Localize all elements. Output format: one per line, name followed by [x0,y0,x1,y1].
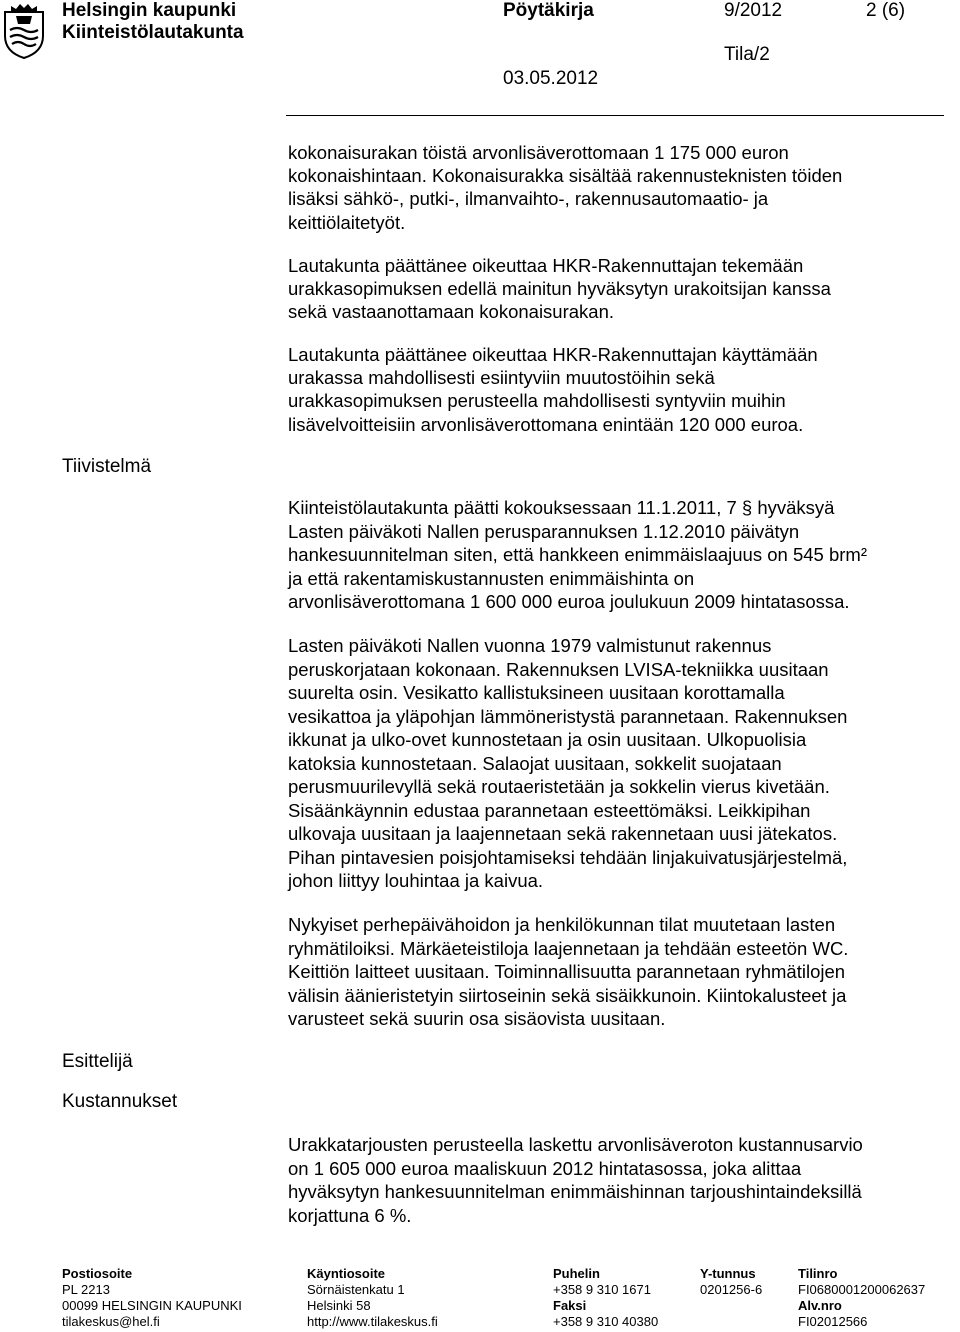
footer-visit-line: Sörnäistenkatu 1 [307,1282,405,1297]
paragraph-project-plan: Kiinteistölautakunta päätti kokouksessaan 11.1.2011, 7 § hyväksyä Lasten päiväkoti Nallen perusparannuksen 1.12.2010 päivätyn hankesuunnitelman siten, että hankkeen enimmäislaajuus on 545 brm² ja että rakentamiskustannusten enimmäishinta on arvonlisäverottomana 1 600 000 euroa joulukuun 2009 hintatasossa. [288,497,867,612]
footer-postal-line: 00099 HELSINGIN KAUPUNKI [62,1298,242,1313]
footer-alv-value: FI02012566 [798,1314,868,1329]
footer-email[interactable]: tilakeskus@hel.fi [62,1314,160,1329]
footer-visit-label: Käyntiosoite [307,1266,386,1281]
paragraph-contract-scope: kokonaisurakan töistä arvonlisäverottomaan 1 175 000 euron kokonaishintaan. Kokonaisurakka sisältää rakennusteknisten töiden lisäksi sähkö-, putki-, ilmanvaihto-, rakennusautomaatio- ja keittiölaitetyöt. [288,142,843,233]
footer-visit-line: Helsinki 58 [307,1298,371,1313]
footer-fax-value: +358 9 310 40380 [553,1314,659,1329]
footer-fax-label: Faksi [553,1298,587,1313]
org-name: Helsingin kaupunki [62,0,237,21]
meeting-date: 03.05.2012 [503,68,599,89]
footer-website-link[interactable]: http://www.tilakeskus.fi [307,1314,438,1329]
page-number: 2 (6) [866,0,906,21]
footer-account-label: Tilinro [798,1266,838,1281]
footer-postal-label: Postiosoite [62,1266,133,1281]
footer-ytunnus-label: Y-tunnus [700,1266,756,1281]
footer-phone-value: +358 9 310 1671 [553,1282,651,1297]
header-divider [286,115,944,116]
footer-account-value: FI0680001200062637 [798,1282,926,1297]
helsinki-crest-logo [2,2,46,60]
paragraph-authorize-changes: Lautakunta päättänee oikeuttaa HKR-Rakennuttajan käyttämään urakassa mahdollisesti esiintyviin muutostöihin sekä urakkasopimuksen perusteella mahdollisesti syntyviin muihin lisävelvoitteisiin arvonlisäverottomana enintään 120 000 euroa. [288,344,818,435]
paragraph-authorize-contract: Lautakunta päättänee oikeuttaa HKR-Rakennuttajan tekemään urakkasopimuksen edellä mainitun hyväksytyn urakoitsijan kanssa sekä vastaanottamaan kokonaisurakan. [288,255,831,323]
footer-alv-label: Alv.nro [798,1298,842,1313]
paragraph-renovation-description: Lasten päiväkoti Nallen vuonna 1979 valmistunut rakennus peruskorjataan kokonaan. Rakennuksen LVISA-tekniikka uusitaan suurelta osin. Vesikatto kallistuksineen uusitaan korottamalla vesikattoa ja yläpohjan lämmöneristystä parannetaan. Rakennuksen ikkunat ja ulko-ovet kunnostetaan ja osin uusitaan. Ulkopuolisia katoksia kunnostetaan. Salaojat uusitaan, sokkelit suojataan perusmuurilevyllä sekä routaeristetään ja sokkelin vierus kivetään. Sisäänkäynnin edustaa parannetaan esteettömäksi. Leikkipihan ulkovaja uusitaan ja laajennetaan sekä rakennetaan uusi jätekatos. Pihan pintavesien poisjohtamiseksi tehdään linjakuivatusjärjestelmä, johon liittyy louhintaa ja kaivua. [288,635,848,891]
costs-heading: Kustannukset [62,1091,178,1112]
board-name: Kiinteistölautakunta [62,22,244,43]
paragraph-interior-changes: Nykyiset perhepäivähoidon ja henkilökunnan tilat muutetaan lasten ryhmätiloiksi. Märkäeteistiloja laajennetaan ja tehdään esteetön WC. Keittiön laitteet uusitaan. Toiminnallisuutta parannetaan ryhmätilojen välisin äänieristetyin siirtoseinin sekä sisäikkunoin. Kiintokalusteet ja varusteet sekä suurin osa sisäovista uusitaan. [288,914,849,1029]
footer-ytunnus-value: 0201256-6 [700,1282,763,1297]
document-number: 9/2012 [724,0,783,21]
summary-heading: Tiivistelmä [62,456,152,477]
paragraph-cost-estimate: Urakkatarjousten perusteella laskettu arvonlisäveroton kustannusarvio on 1 605 000 euroa maaliskuun 2012 hintatasossa, joka alittaa hyväksytyn hankesuunnitelman enimmäishinnan tarjoushintaindeksillä korjattuna 6 %. [288,1134,863,1226]
footer-phone-label: Puhelin [553,1266,600,1281]
document-type: Pöytäkirja [503,0,594,21]
footer-postal-line: PL 2213 [62,1282,110,1297]
section-label: Tila/2 [724,44,770,65]
presenter-heading: Esittelijä [62,1051,133,1072]
